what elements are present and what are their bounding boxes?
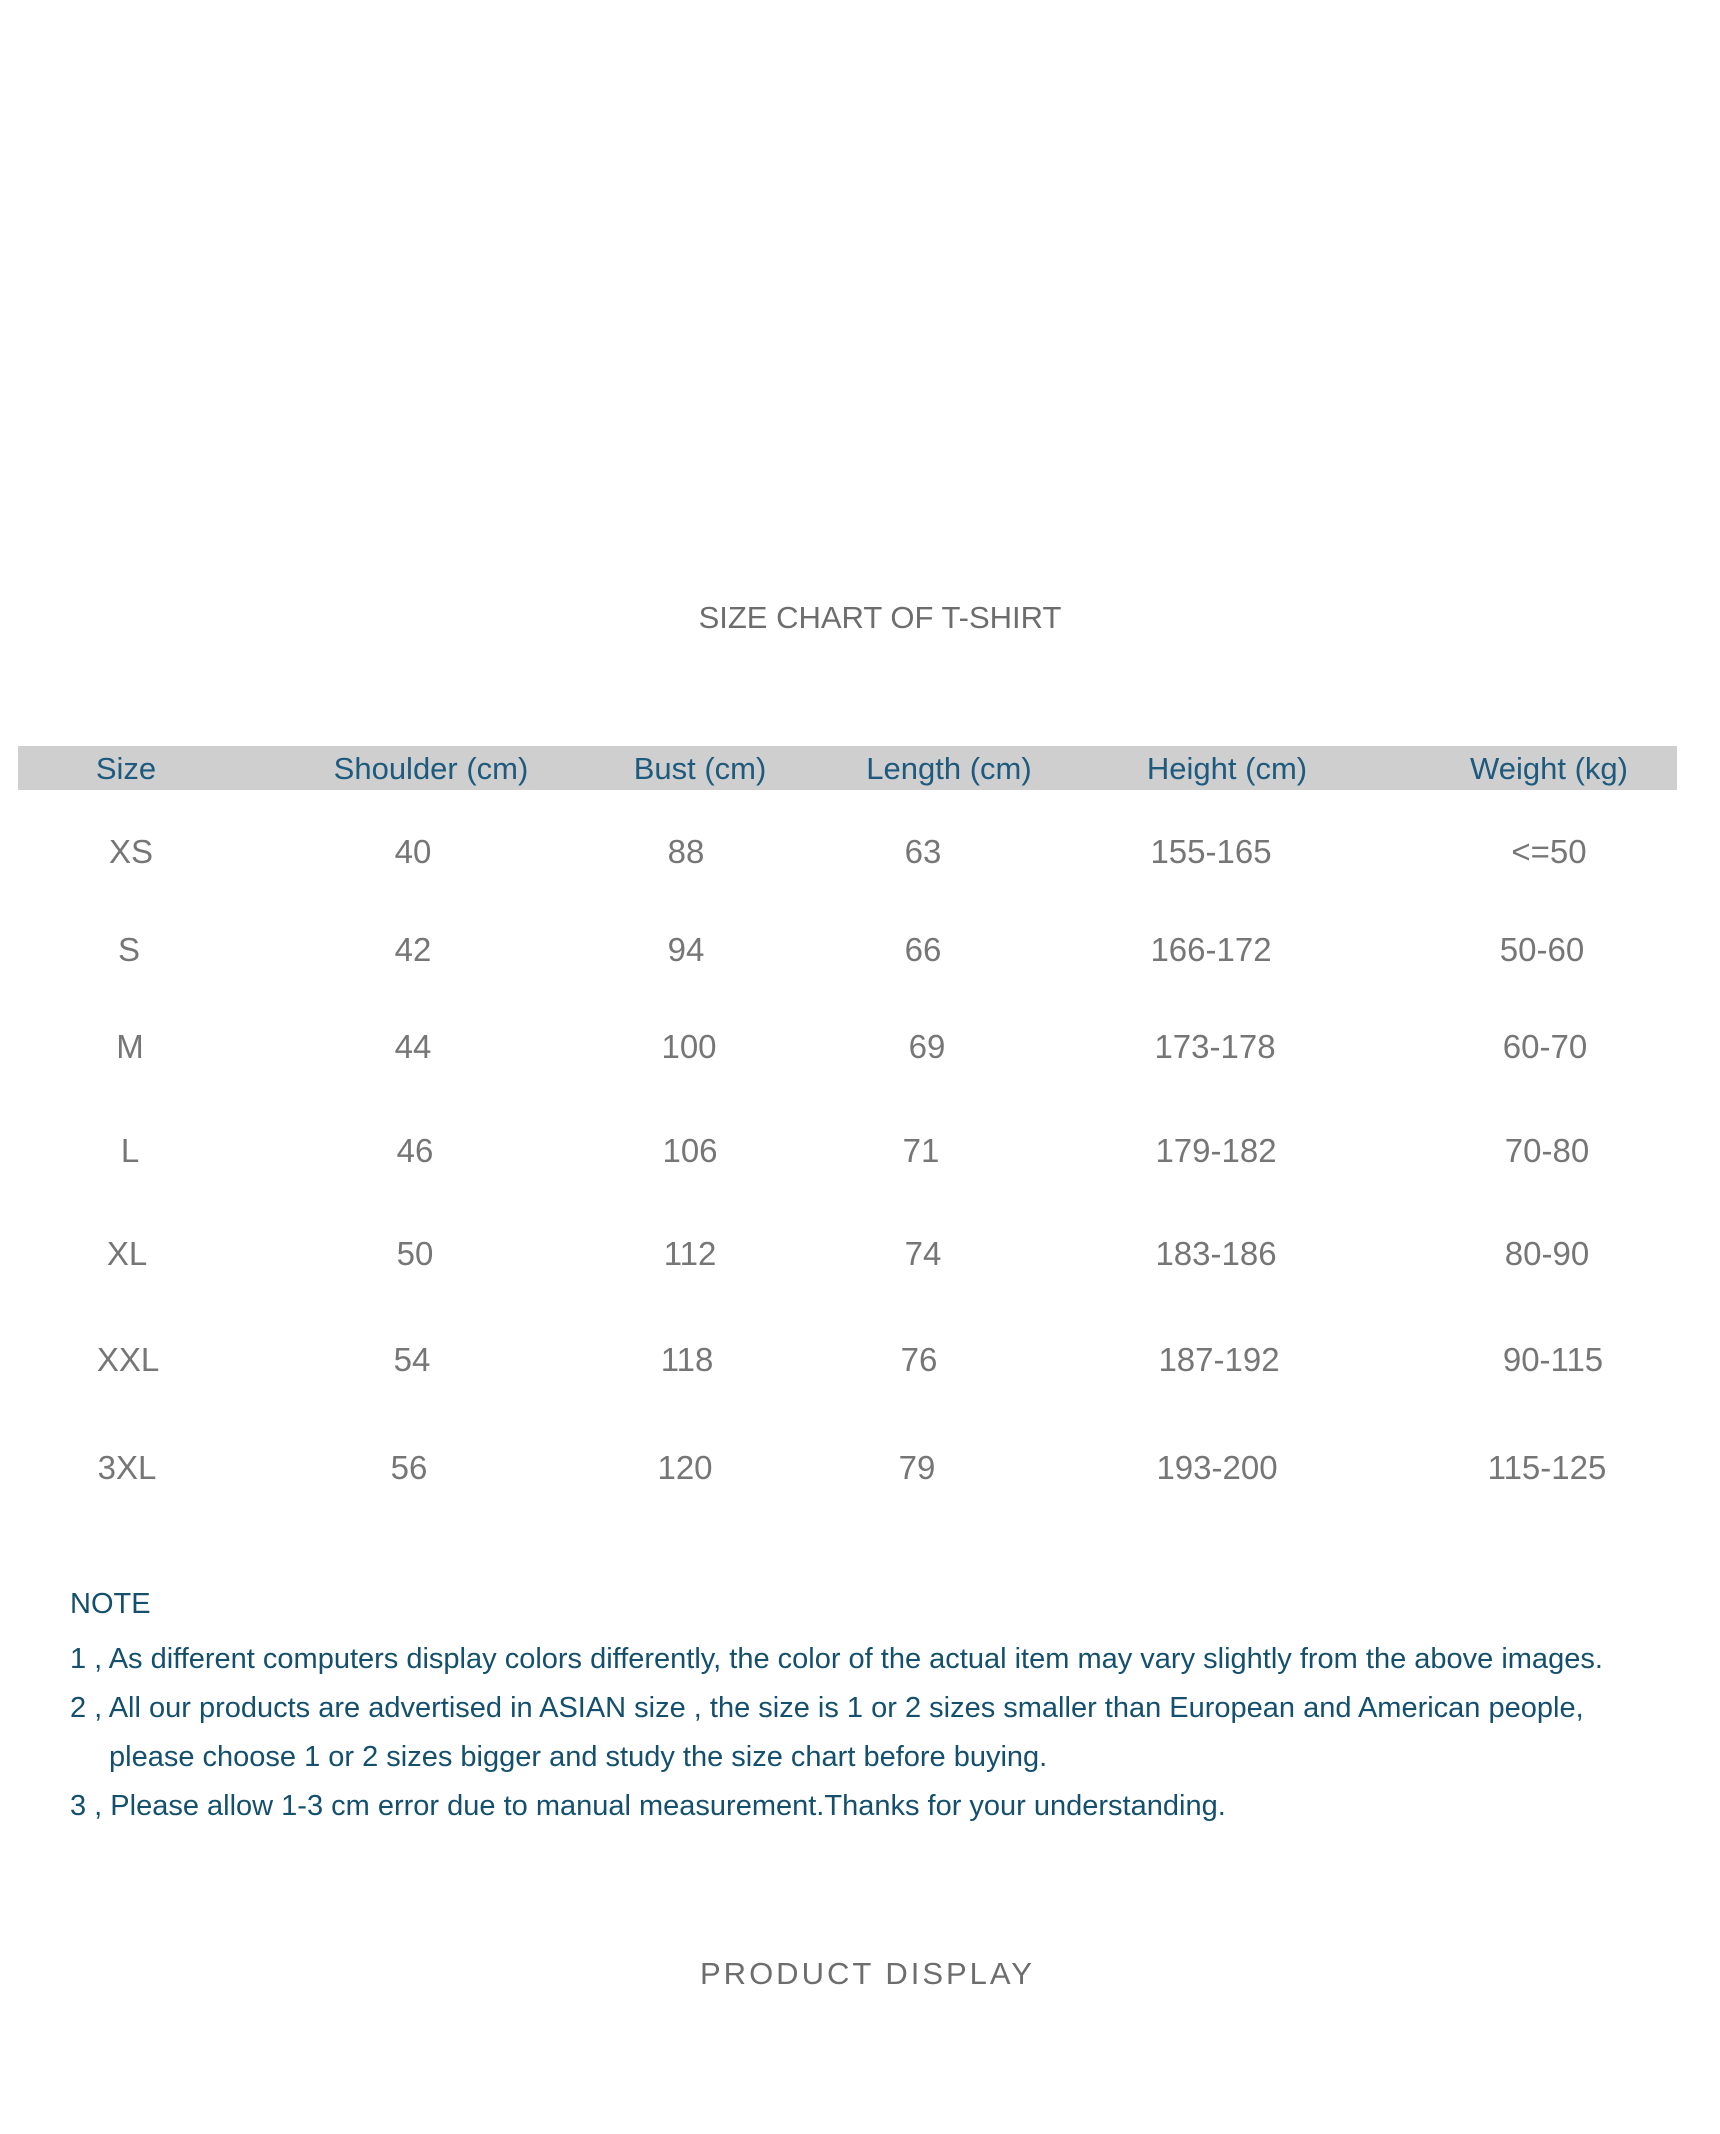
- cell-height: 166-172: [1150, 931, 1272, 968]
- cell-size: S: [117, 931, 141, 968]
- cell-size: M: [116, 1028, 144, 1065]
- cell-height: 155-165: [1150, 833, 1272, 870]
- cell-shoulder: 42: [394, 931, 432, 968]
- cell-bust: 106: [662, 1132, 718, 1169]
- product-display-heading: PRODUCT DISPLAY: [700, 1956, 1035, 1991]
- header-height: Height (cm): [1146, 751, 1308, 786]
- cell-bust: 120: [657, 1449, 713, 1486]
- size-chart-table: [18, 746, 1677, 1486]
- cell-height: 183-186: [1155, 1235, 1277, 1272]
- cell-size: XS: [108, 833, 154, 870]
- cell-size: L: [120, 1132, 140, 1169]
- table-row: [18, 931, 1677, 981]
- note-line-2: 2 , All our products are advertised in ASIAN size , the size is 1 or 2 sizes smaller than European and American people,: [70, 1692, 1584, 1724]
- note-line-1: 1 , As different computers display colors differently, the color of the actual item may vary slightly from the above images.: [70, 1643, 1603, 1675]
- table-row: [18, 1235, 1677, 1285]
- cell-size: XL: [106, 1235, 148, 1272]
- note-section: [70, 1588, 1670, 1831]
- table-row: [18, 1132, 1677, 1182]
- cell-shoulder: 54: [393, 1341, 431, 1378]
- cell-shoulder: 56: [390, 1449, 428, 1486]
- cell-size: XXL: [96, 1341, 160, 1378]
- cell-shoulder: 46: [396, 1132, 434, 1169]
- cell-height: 193-200: [1156, 1449, 1278, 1486]
- cell-weight: 70-80: [1504, 1132, 1590, 1169]
- cell-length: 69: [908, 1028, 946, 1065]
- header-weight: Weight (kg): [1470, 751, 1628, 786]
- cell-weight: 60-70: [1502, 1028, 1588, 1065]
- table-row: [18, 833, 1677, 883]
- header-bust: Bust (cm): [633, 751, 767, 786]
- cell-length: 79: [898, 1449, 936, 1486]
- table-header-row: [18, 746, 1677, 790]
- cell-weight: 115-125: [1487, 1449, 1607, 1486]
- cell-weight: 50-60: [1499, 931, 1585, 968]
- table-row: [18, 1028, 1677, 1078]
- cell-weight: 90-115: [1502, 1341, 1604, 1378]
- cell-bust: 94: [667, 931, 705, 968]
- cell-height: 173-178: [1154, 1028, 1276, 1065]
- note-line-3: 3 , Please allow 1-3 cm error due to manual measurement.Thanks for your understanding.: [70, 1790, 1226, 1822]
- cell-length: 66: [904, 931, 942, 968]
- header-length: Length (cm): [866, 751, 1032, 786]
- cell-shoulder: 50: [396, 1235, 434, 1272]
- cell-weight: 80-90: [1504, 1235, 1590, 1272]
- cell-shoulder: 44: [394, 1028, 432, 1065]
- header-shoulder: Shoulder (cm): [333, 751, 529, 786]
- note-heading: NOTE: [70, 1588, 151, 1620]
- cell-bust: 100: [661, 1028, 717, 1065]
- cell-bust: 118: [660, 1341, 714, 1378]
- cell-length: 63: [904, 833, 942, 870]
- cell-weight: <=50: [1511, 833, 1587, 870]
- size-chart-title: SIZE CHART OF T-SHIRT: [698, 600, 1062, 635]
- header-size: Size: [95, 751, 157, 786]
- table-row: [18, 1341, 1677, 1391]
- table-row: [18, 1449, 1677, 1499]
- cell-height: 179-182: [1155, 1132, 1277, 1169]
- cell-length: 71: [902, 1132, 940, 1169]
- cell-size: 3XL: [97, 1449, 157, 1486]
- cell-bust: 112: [663, 1235, 717, 1272]
- cell-height: 187-192: [1158, 1341, 1280, 1378]
- note-line-2-continued: please choose 1 or 2 sizes bigger and study the size chart before buying.: [109, 1741, 1048, 1773]
- cell-shoulder: 40: [394, 833, 432, 870]
- cell-bust: 88: [667, 833, 705, 870]
- cell-length: 74: [904, 1235, 942, 1272]
- cell-length: 76: [900, 1341, 938, 1378]
